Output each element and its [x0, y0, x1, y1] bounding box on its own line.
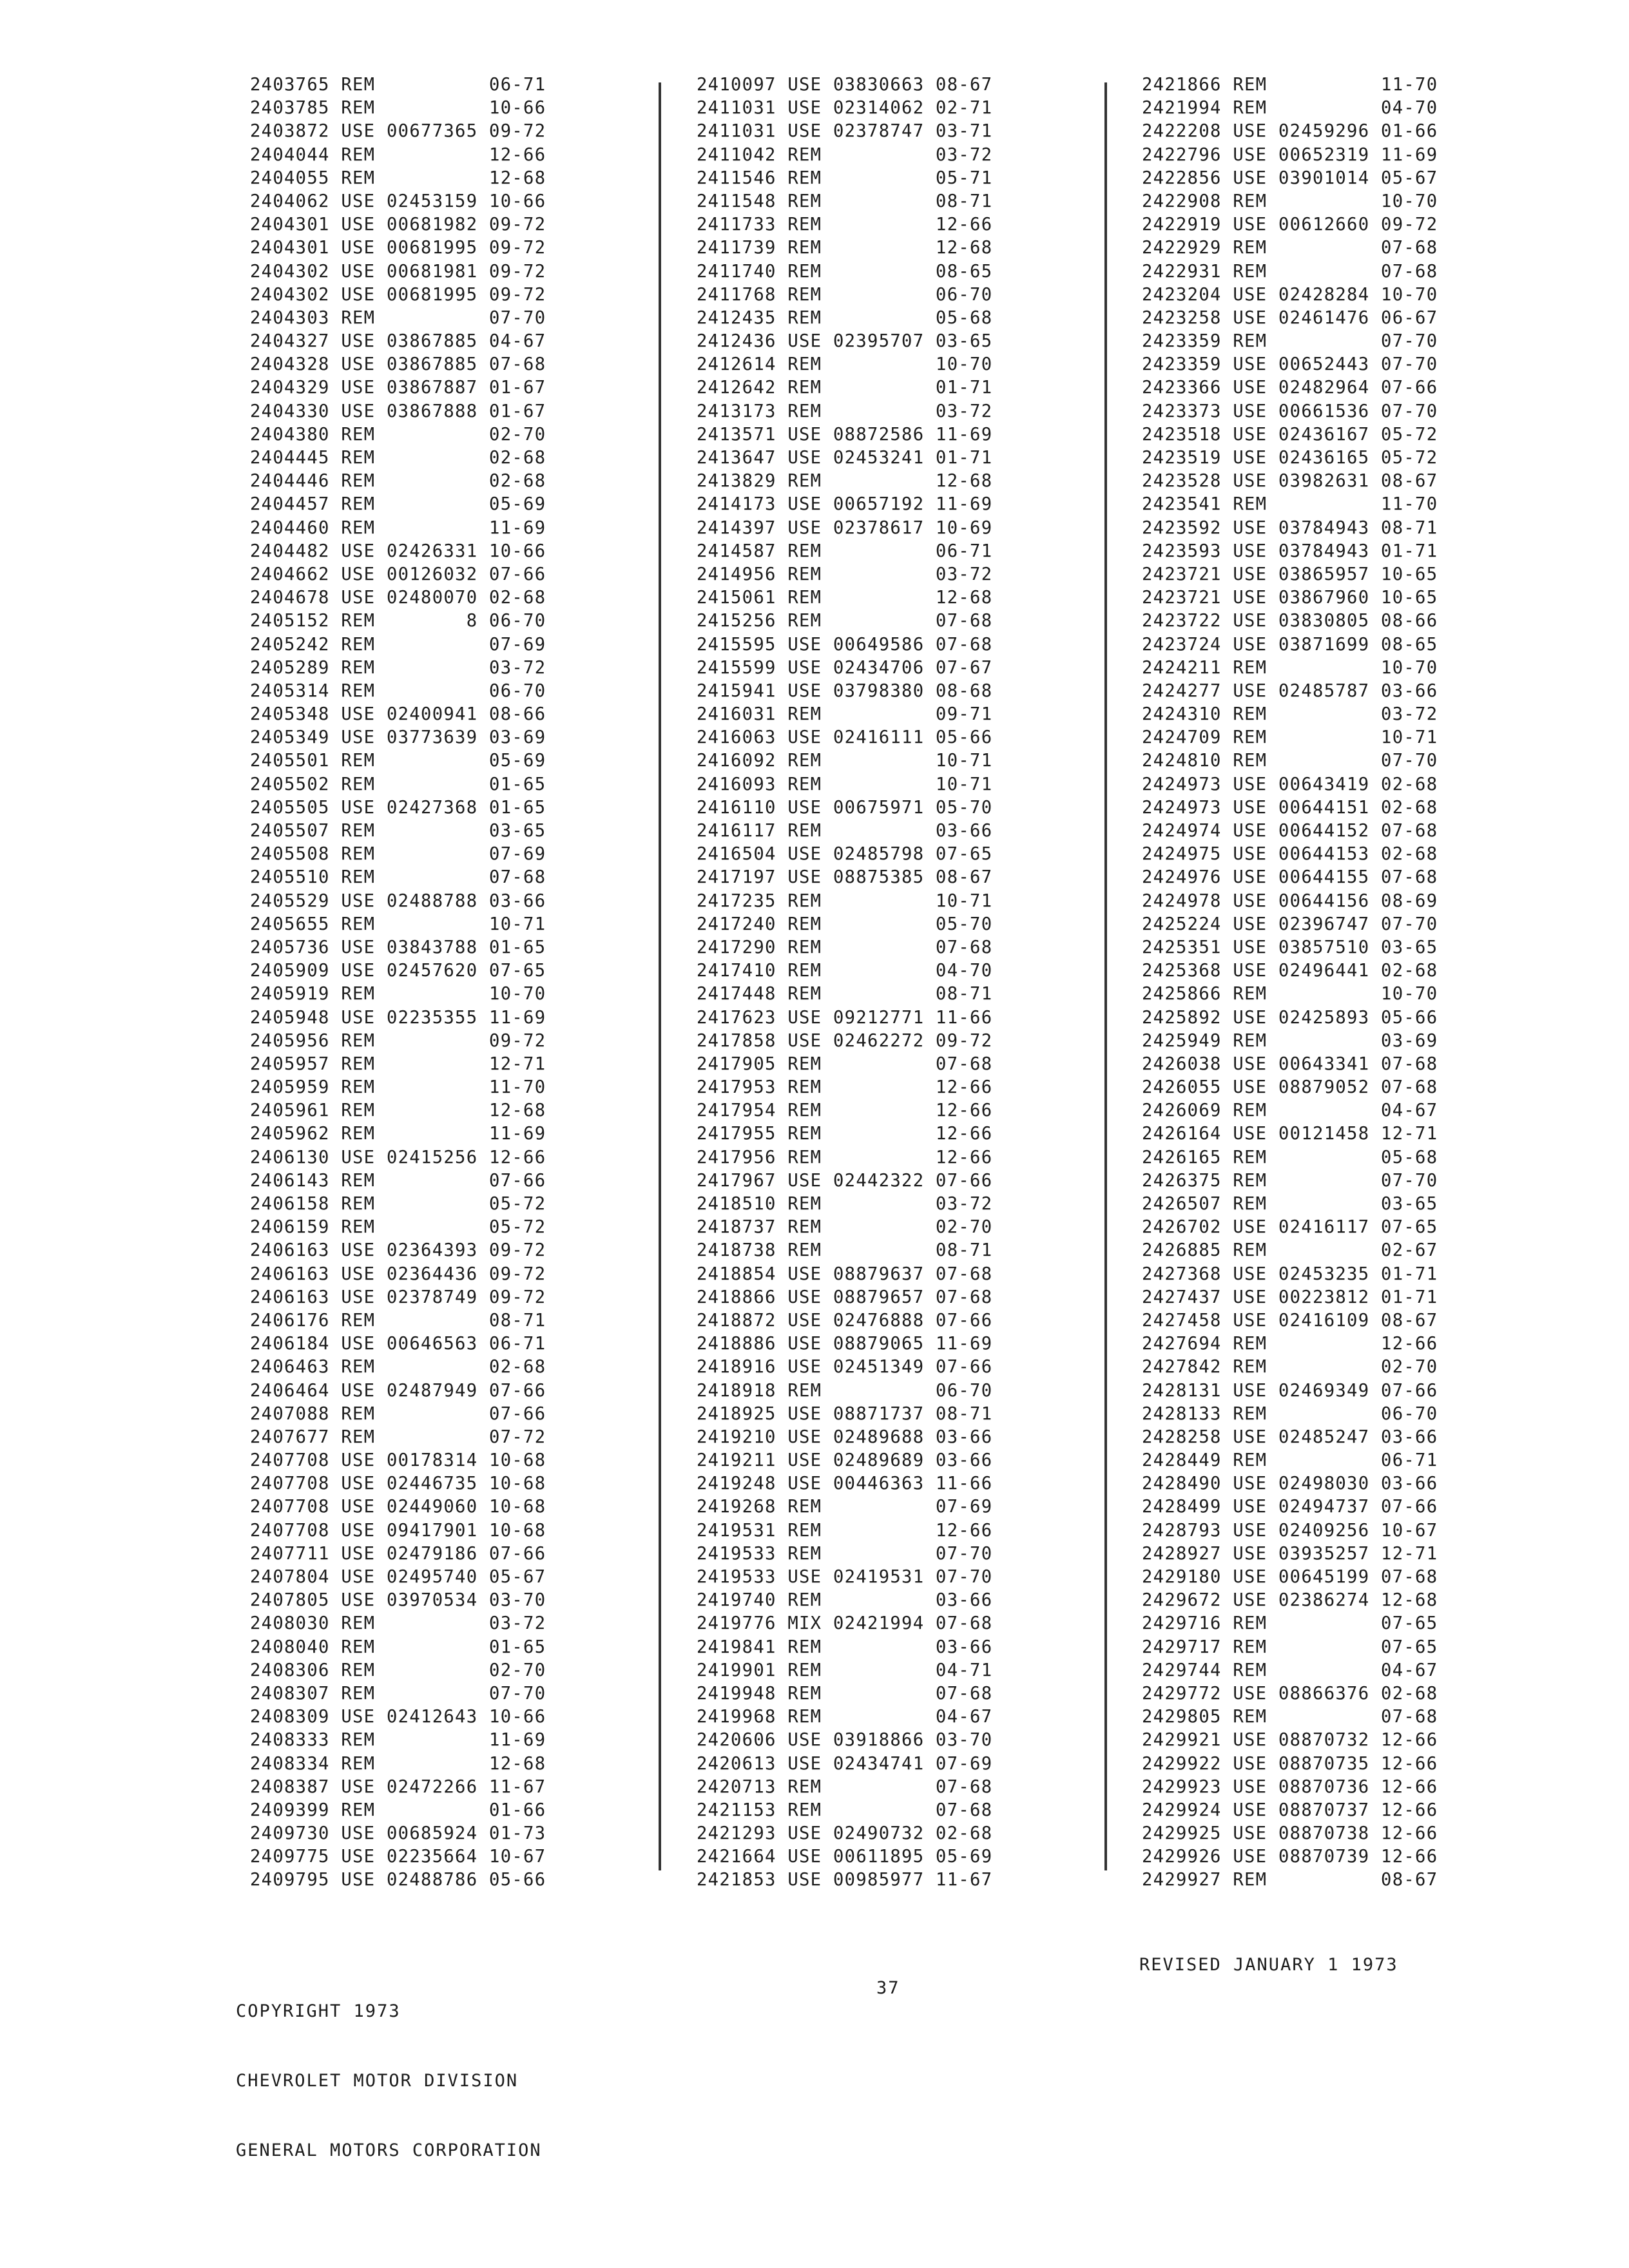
part-entry-row: 2423373 USE 00661536 07-70 [1142, 401, 1438, 421]
part-entry-row: 2407708 USE 02449060 10-68 [250, 1497, 546, 1517]
part-entry-row: 2415595 USE 00649586 07-68 [697, 634, 993, 655]
part-entry-row: 2420613 USE 02434741 07-69 [697, 1753, 993, 1774]
part-entry-row: 2419948 REM 07-68 [697, 1683, 993, 1704]
part-entry-row: 2413647 USE 02453241 01-71 [697, 448, 993, 468]
part-entry-row: 2415256 REM 07-68 [697, 611, 993, 631]
part-entry-row: 2417954 REM 12-66 [697, 1100, 993, 1121]
part-entry-row: 2420606 USE 03918866 03-70 [697, 1730, 993, 1751]
part-entry-row: 2405956 REM 09-72 [250, 1030, 546, 1051]
part-entry-row: 2404330 USE 03867888 01-67 [250, 401, 546, 421]
part-entry-row: 2414397 USE 02378617 10-69 [697, 517, 993, 538]
part-entry-row: 2423518 USE 02436167 05-72 [1142, 424, 1438, 445]
part-entry-row: 2423541 REM 11-70 [1142, 494, 1438, 515]
part-entry-row: 2415941 USE 03798380 08-68 [697, 680, 993, 701]
part-entry-row: 2417905 REM 07-68 [697, 1053, 993, 1074]
part-entry-row: 2422931 REM 07-68 [1142, 261, 1438, 282]
part-entry-row: 2418925 USE 08871737 08-71 [697, 1403, 993, 1424]
part-entry-row: 2404380 REM 02-70 [250, 424, 546, 445]
part-entry-row: 2414173 USE 00657192 11-69 [697, 494, 993, 515]
part-entry-row: 2419533 USE 02419531 07-70 [697, 1567, 993, 1587]
part-entry-row: 2428133 REM 06-70 [1142, 1403, 1438, 1424]
part-entry-row: 2405242 REM 07-69 [250, 634, 546, 655]
part-entry-row: 2420713 REM 07-68 [697, 1776, 993, 1797]
part-entry-row: 2425866 REM 10-70 [1142, 984, 1438, 1004]
part-entry-row: 2422908 REM 10-70 [1142, 191, 1438, 211]
part-entry-row: 2417410 REM 04-70 [697, 961, 993, 981]
part-entry-row: 2405736 USE 03843788 01-65 [250, 937, 546, 957]
copyright-block [236, 1954, 542, 2186]
part-entry-row: 2424211 REM 10-70 [1142, 657, 1438, 678]
part-entry-row: 2411548 REM 08-71 [697, 191, 993, 211]
part-entry-row: 2422856 USE 03901014 05-67 [1142, 168, 1438, 188]
part-entry-row: 2405909 USE 02457620 07-65 [250, 961, 546, 981]
part-entry-row: 2417290 REM 07-68 [697, 937, 993, 957]
part-entry-row: 2418872 USE 02476888 07-66 [697, 1310, 993, 1331]
part-entry-row: 2406159 REM 05-72 [250, 1217, 546, 1238]
part-entry-row: 2429927 REM 08-67 [1142, 1870, 1438, 1890]
part-entry-row: 2406163 USE 02364393 09-72 [250, 1240, 546, 1261]
part-entry-row: 2423366 USE 02482964 07-66 [1142, 378, 1438, 398]
part-entry-row: 2425892 USE 02425893 05-66 [1142, 1007, 1438, 1028]
part-entry-row: 2406163 USE 02364436 09-72 [250, 1264, 546, 1284]
part-entry-row: 2417953 REM 12-66 [697, 1077, 993, 1098]
part-entry-row: 2416093 REM 10-71 [697, 774, 993, 794]
part-entry-row: 2414956 REM 03-72 [697, 564, 993, 584]
part-entry-row: 2417197 USE 08875385 08-67 [697, 867, 993, 888]
part-entry-row: 2418737 REM 02-70 [697, 1217, 993, 1238]
part-entry-row: 2424976 USE 00644155 07-68 [1142, 867, 1438, 888]
part-entry-row: 2421994 REM 04-70 [1142, 98, 1438, 119]
part-entry-row: 2424973 USE 00644151 02-68 [1142, 797, 1438, 818]
copyright-line-1: COPYRIGHT 1973 [236, 2001, 401, 2021]
part-entry-row: 2407805 USE 03970534 03-70 [250, 1590, 546, 1611]
part-entry-row: 2411031 USE 02378747 03-71 [697, 121, 993, 142]
part-entry-row: 2411546 REM 05-71 [697, 168, 993, 188]
part-entry-row: 2424277 USE 02485787 03-66 [1142, 680, 1438, 701]
part-entry-row: 2409795 USE 02488786 05-66 [250, 1870, 546, 1890]
part-entry-row: 2421866 REM 11-70 [1142, 75, 1438, 95]
part-entry-row: 2422929 REM 07-68 [1142, 238, 1438, 258]
part-entry-row: 2404044 REM 12-66 [250, 144, 546, 165]
part-entry-row: 2428927 USE 03935257 12-71 [1142, 1543, 1438, 1564]
part-entry-row: 2421293 USE 02490732 02-68 [697, 1823, 993, 1844]
part-entry-row: 2404678 USE 02480070 02-68 [250, 588, 546, 608]
part-entry-row: 2425224 USE 02396747 07-70 [1142, 914, 1438, 934]
part-entry-row: 2412436 USE 02395707 03-65 [697, 331, 993, 352]
part-entry-row: 2405289 REM 03-72 [250, 657, 546, 678]
part-entry-row: 2427694 REM 12-66 [1142, 1334, 1438, 1354]
part-entry-row: 2408387 USE 02472266 11-67 [250, 1776, 546, 1797]
part-entry-row: 2404328 USE 03867885 07-68 [250, 354, 546, 375]
part-entry-row: 2426702 USE 02416117 07-65 [1142, 1217, 1438, 1238]
part-entry-row: 2403765 REM 06-71 [250, 75, 546, 95]
part-entry-row: 2406184 USE 00646563 06-71 [250, 1334, 546, 1354]
part-entry-row: 2412435 REM 05-68 [697, 307, 993, 328]
part-entry-row: 2408334 REM 12-68 [250, 1753, 546, 1774]
part-entry-row: 2417955 REM 12-66 [697, 1124, 993, 1144]
part-entry-row: 2424810 REM 07-70 [1142, 751, 1438, 771]
part-entry-row: 2405957 REM 12-71 [250, 1053, 546, 1074]
part-entry-row: 2429926 USE 08870739 12-66 [1142, 1847, 1438, 1867]
part-entry-row: 2408333 REM 11-69 [250, 1730, 546, 1751]
part-entry-row: 2417623 USE 09212771 11-66 [697, 1007, 993, 1028]
part-entry-row: 2425351 USE 03857510 03-65 [1142, 937, 1438, 957]
part-entry-row: 2405962 REM 11-69 [250, 1124, 546, 1144]
part-entry-row: 2405152 REM 8 06-70 [250, 611, 546, 631]
part-entry-row: 2408040 REM 01-65 [250, 1637, 546, 1657]
part-entry-row: 2423519 USE 02436165 05-72 [1142, 448, 1438, 468]
part-entry-row: 2408309 USE 02412643 10-66 [250, 1707, 546, 1727]
part-entry-row: 2408307 REM 07-70 [250, 1683, 546, 1704]
part-entry-row: 2424973 USE 00643419 02-68 [1142, 774, 1438, 794]
part-entry-row: 2407711 USE 02479186 07-66 [250, 1543, 546, 1564]
part-entry-row: 2406143 REM 07-66 [250, 1170, 546, 1191]
part-entry-row: 2413571 USE 08872586 11-69 [697, 424, 993, 445]
part-entry-row: 2404327 USE 03867885 04-67 [250, 331, 546, 352]
part-entry-row: 2426069 REM 04-67 [1142, 1100, 1438, 1121]
part-entry-row: 2423722 USE 03830805 08-66 [1142, 611, 1438, 631]
part-entry-row: 2418886 USE 08879065 11-69 [697, 1334, 993, 1354]
part-entry-row: 2427368 USE 02453235 01-71 [1142, 1264, 1438, 1284]
part-entry-row: 2403872 USE 00677365 09-72 [250, 121, 546, 142]
part-entry-row: 2426055 USE 08879052 07-68 [1142, 1077, 1438, 1098]
part-entry-row: 2416504 USE 02485798 07-65 [697, 844, 993, 865]
part-entry-row: 2429672 USE 02386274 12-68 [1142, 1590, 1438, 1611]
part-entry-row: 2404457 REM 05-69 [250, 494, 546, 515]
part-entry-row: 2405529 USE 02488788 03-66 [250, 890, 546, 911]
part-entry-row: 2419210 USE 02489688 03-66 [697, 1427, 993, 1447]
part-entry-row: 2404302 USE 00681995 09-72 [250, 284, 546, 305]
part-entry-row: 2422919 USE 00612660 09-72 [1142, 215, 1438, 235]
part-entry-row: 2429921 USE 08870732 12-66 [1142, 1730, 1438, 1751]
part-entry-row: 2417858 USE 02462272 09-72 [697, 1030, 993, 1051]
part-entry-row: 2405959 REM 11-70 [250, 1077, 546, 1098]
part-entry-row: 2428499 USE 02494737 07-66 [1142, 1497, 1438, 1517]
part-entry-row: 2421664 USE 00611895 05-69 [697, 1847, 993, 1867]
part-entry-row: 2404482 USE 02426331 10-66 [250, 541, 546, 561]
part-entry-row: 2404446 REM 02-68 [250, 471, 546, 492]
part-entry-row: 2411740 REM 08-65 [697, 261, 993, 282]
part-entry-row: 2418918 REM 06-70 [697, 1380, 993, 1401]
part-entry-row: 2409775 USE 02235664 10-67 [250, 1847, 546, 1867]
part-entry-row: 2413173 REM 03-72 [697, 401, 993, 421]
part-entry-row: 2424975 USE 00644153 02-68 [1142, 844, 1438, 865]
part-entry-row: 2416063 USE 02416111 05-66 [697, 727, 993, 748]
part-entry-row: 2423528 USE 03982631 08-67 [1142, 471, 1438, 492]
part-entry-row: 2425949 REM 03-69 [1142, 1030, 1438, 1051]
part-entry-row: 2405314 REM 06-70 [250, 680, 546, 701]
part-entry-row: 2412642 REM 01-71 [697, 378, 993, 398]
part-entry-row: 2405349 USE 03773639 03-69 [250, 727, 546, 748]
part-entry-row: 2418916 USE 02451349 07-66 [697, 1357, 993, 1378]
part-entry-row: 2429772 USE 08866376 02-68 [1142, 1683, 1438, 1704]
part-entry-row: 2409399 REM 01-66 [250, 1800, 546, 1820]
part-entry-row: 2406176 REM 08-71 [250, 1310, 546, 1331]
part-entry-row: 2405502 REM 01-65 [250, 774, 546, 794]
part-entry-row: 2423359 USE 00652443 07-70 [1142, 354, 1438, 375]
part-entry-row: 2405505 USE 02427368 01-65 [250, 797, 546, 818]
part-entry-row: 2422208 USE 02459296 01-66 [1142, 121, 1438, 142]
part-entry-row: 2407708 USE 00178314 10-68 [250, 1450, 546, 1471]
copyright-line-3: GENERAL MOTORS CORPORATION [236, 2140, 542, 2160]
part-entry-row: 2407088 REM 07-66 [250, 1403, 546, 1424]
part-entry-row: 2423204 USE 02428284 10-70 [1142, 284, 1438, 305]
part-entry-row: 2423359 REM 07-70 [1142, 331, 1438, 352]
part-entry-row: 2429717 REM 07-65 [1142, 1637, 1438, 1657]
part-entry-row: 2416092 REM 10-71 [697, 751, 993, 771]
part-entry-row: 2406463 REM 02-68 [250, 1357, 546, 1378]
part-entry-row: 2428449 REM 06-71 [1142, 1450, 1438, 1471]
part-entry-row: 2411031 USE 02314062 02-71 [697, 98, 993, 119]
part-entry-row: 2418510 REM 03-72 [697, 1194, 993, 1214]
part-entry-row: 2426164 USE 00121458 12-71 [1142, 1124, 1438, 1144]
part-entry-row: 2405508 REM 07-69 [250, 844, 546, 865]
part-entry-row: 2424974 USE 00644152 07-68 [1142, 821, 1438, 841]
parts-column-1 [250, 73, 546, 1892]
part-entry-row: 2429716 REM 07-65 [1142, 1613, 1438, 1634]
part-entry-row: 2427458 USE 02416109 08-67 [1142, 1310, 1438, 1331]
part-entry-row: 2429805 REM 07-68 [1142, 1707, 1438, 1727]
part-entry-row: 2429922 USE 08870735 12-66 [1142, 1753, 1438, 1774]
part-entry-row: 2423721 USE 03865957 10-65 [1142, 564, 1438, 584]
part-entry-row: 2405510 REM 07-68 [250, 867, 546, 888]
part-entry-row: 2404303 REM 07-70 [250, 307, 546, 328]
part-entry-row: 2418738 REM 08-71 [697, 1240, 993, 1261]
part-entry-row: 2417235 REM 10-71 [697, 890, 993, 911]
part-entry-row: 2404662 USE 00126032 07-66 [250, 564, 546, 584]
part-entry-row: 2419901 REM 04-71 [697, 1660, 993, 1680]
part-entry-row: 2421153 REM 07-68 [697, 1800, 993, 1820]
column-divider-2 [1104, 82, 1107, 1870]
part-entry-row: 2415061 REM 12-68 [697, 588, 993, 608]
part-entry-row: 2424310 REM 03-72 [1142, 704, 1438, 725]
part-entry-row: 2417448 REM 08-71 [697, 984, 993, 1004]
part-entry-row: 2423721 USE 03867960 10-65 [1142, 588, 1438, 608]
part-entry-row: 2423593 USE 03784943 01-71 [1142, 541, 1438, 561]
part-entry-row: 2403785 REM 10-66 [250, 98, 546, 119]
part-entry-row: 2426507 REM 03-65 [1142, 1194, 1438, 1214]
part-entry-row: 2419841 REM 03-66 [697, 1637, 993, 1657]
column-divider-1 [659, 82, 661, 1870]
page-number: 37 [876, 1978, 900, 1998]
part-entry-row: 2419776 MIX 02421994 07-68 [697, 1613, 993, 1634]
part-entry-row: 2429180 USE 00645199 07-68 [1142, 1567, 1438, 1587]
part-entry-row: 2428258 USE 02485247 03-66 [1142, 1427, 1438, 1447]
part-entry-row: 2419968 REM 04-67 [697, 1707, 993, 1727]
part-entry-row: 2424709 REM 10-71 [1142, 727, 1438, 748]
part-entry-row: 2419268 REM 07-69 [697, 1497, 993, 1517]
part-entry-row: 2425368 USE 02496441 02-68 [1142, 961, 1438, 981]
part-entry-row: 2428793 USE 02409256 10-67 [1142, 1520, 1438, 1541]
part-entry-row: 2423724 USE 03871699 08-65 [1142, 634, 1438, 655]
part-entry-row: 2411768 REM 06-70 [697, 284, 993, 305]
part-entry-row: 2406130 USE 02415256 12-66 [250, 1147, 546, 1168]
part-entry-row: 2423258 USE 02461476 06-67 [1142, 307, 1438, 328]
part-entry-row: 2429924 USE 08870737 12-66 [1142, 1800, 1438, 1820]
part-entry-row: 2428131 USE 02469349 07-66 [1142, 1380, 1438, 1401]
part-entry-row: 2405948 USE 02235355 11-69 [250, 1007, 546, 1028]
part-entry-row: 2429923 USE 08870736 12-66 [1142, 1776, 1438, 1797]
part-entry-row: 2416117 REM 03-66 [697, 821, 993, 841]
part-entry-row: 2426038 USE 00643341 07-68 [1142, 1053, 1438, 1074]
part-entry-row: 2408030 REM 03-72 [250, 1613, 546, 1634]
part-entry-row: 2423592 USE 03784943 08-71 [1142, 517, 1438, 538]
part-entry-row: 2407708 USE 02446735 10-68 [250, 1474, 546, 1494]
part-entry-row: 2411733 REM 12-66 [697, 215, 993, 235]
part-entry-row: 2419740 REM 03-66 [697, 1590, 993, 1611]
part-entry-row: 2407708 USE 09417901 10-68 [250, 1520, 546, 1541]
part-entry-row: 2413829 REM 12-68 [697, 471, 993, 492]
part-entry-row: 2424978 USE 00644156 08-69 [1142, 890, 1438, 911]
part-entry-row: 2411042 REM 03-72 [697, 144, 993, 165]
part-entry-row: 2406158 REM 05-72 [250, 1194, 546, 1214]
parts-column-3 [1142, 73, 1438, 1892]
part-entry-row: 2406464 USE 02487949 07-66 [250, 1380, 546, 1401]
part-entry-row: 2404302 USE 00681981 09-72 [250, 261, 546, 282]
part-entry-row: 2427437 USE 00223812 01-71 [1142, 1287, 1438, 1307]
part-entry-row: 2405507 REM 03-65 [250, 821, 546, 841]
part-entry-row: 2405961 REM 12-68 [250, 1100, 546, 1121]
part-entry-row: 2404445 REM 02-68 [250, 448, 546, 468]
part-entry-row: 2416031 REM 09-71 [697, 704, 993, 725]
part-entry-row: 2411739 REM 12-68 [697, 238, 993, 258]
part-entry-row: 2419248 USE 00446363 11-66 [697, 1474, 993, 1494]
part-entry-row: 2419533 REM 07-70 [697, 1543, 993, 1564]
part-entry-row: 2416110 USE 00675971 05-70 [697, 797, 993, 818]
part-entry-row: 2429744 REM 04-67 [1142, 1660, 1438, 1680]
part-entry-row: 2418866 USE 08879657 07-68 [697, 1287, 993, 1307]
part-entry-row: 2412614 REM 10-70 [697, 354, 993, 375]
part-entry-row: 2417967 USE 02442322 07-66 [697, 1170, 993, 1191]
part-entry-row: 2421853 USE 00985977 11-67 [697, 1870, 993, 1890]
part-entry-row: 2414587 REM 06-71 [697, 541, 993, 561]
part-entry-row: 2404301 USE 00681995 09-72 [250, 238, 546, 258]
part-entry-row: 2404460 REM 11-69 [250, 517, 546, 538]
part-entry-row: 2426165 REM 05-68 [1142, 1147, 1438, 1168]
part-entry-row: 2405348 USE 02400941 08-66 [250, 704, 546, 725]
part-entry-row: 2408306 REM 02-70 [250, 1660, 546, 1680]
part-entry-row: 2404062 USE 02453159 10-66 [250, 191, 546, 211]
part-entry-row: 2404329 USE 03867887 01-67 [250, 378, 546, 398]
part-entry-row: 2405919 REM 10-70 [250, 984, 546, 1004]
part-entry-row: 2419531 REM 12-66 [697, 1520, 993, 1541]
part-entry-row: 2429925 USE 08870738 12-66 [1142, 1823, 1438, 1844]
part-entry-row: 2415599 USE 02434706 07-67 [697, 657, 993, 678]
part-entry-row: 2405501 REM 05-69 [250, 751, 546, 771]
part-entry-row: 2407677 REM 07-72 [250, 1427, 546, 1447]
revised-date: REVISED JANUARY 1 1973 [1139, 1955, 1398, 1975]
part-entry-row: 2427842 REM 02-70 [1142, 1357, 1438, 1378]
part-entry-row: 2426375 REM 07-70 [1142, 1170, 1438, 1191]
part-entry-row: 2409730 USE 00685924 01-73 [250, 1823, 546, 1844]
part-entry-row: 2417240 REM 05-70 [697, 914, 993, 934]
part-entry-row: 2426885 REM 02-67 [1142, 1240, 1438, 1261]
part-entry-row: 2428490 USE 02498030 03-66 [1142, 1474, 1438, 1494]
part-entry-row: 2417956 REM 12-66 [697, 1147, 993, 1168]
part-entry-row: 2407804 USE 02495740 05-67 [250, 1567, 546, 1587]
part-entry-row: 2418854 USE 08879637 07-68 [697, 1264, 993, 1284]
part-entry-row: 2406163 USE 02378749 09-72 [250, 1287, 546, 1307]
part-entry-row: 2419211 USE 02489689 03-66 [697, 1450, 993, 1471]
parts-column-2 [697, 73, 992, 1892]
part-entry-row: 2410097 USE 03830663 08-67 [697, 75, 993, 95]
part-entry-row: 2404055 REM 12-68 [250, 168, 546, 188]
copyright-line-2: CHEVROLET MOTOR DIVISION [236, 2071, 519, 2091]
part-entry-row: 2405655 REM 10-71 [250, 914, 546, 934]
part-entry-row: 2422796 USE 00652319 11-69 [1142, 144, 1438, 165]
part-entry-row: 2404301 USE 00681982 09-72 [250, 215, 546, 235]
